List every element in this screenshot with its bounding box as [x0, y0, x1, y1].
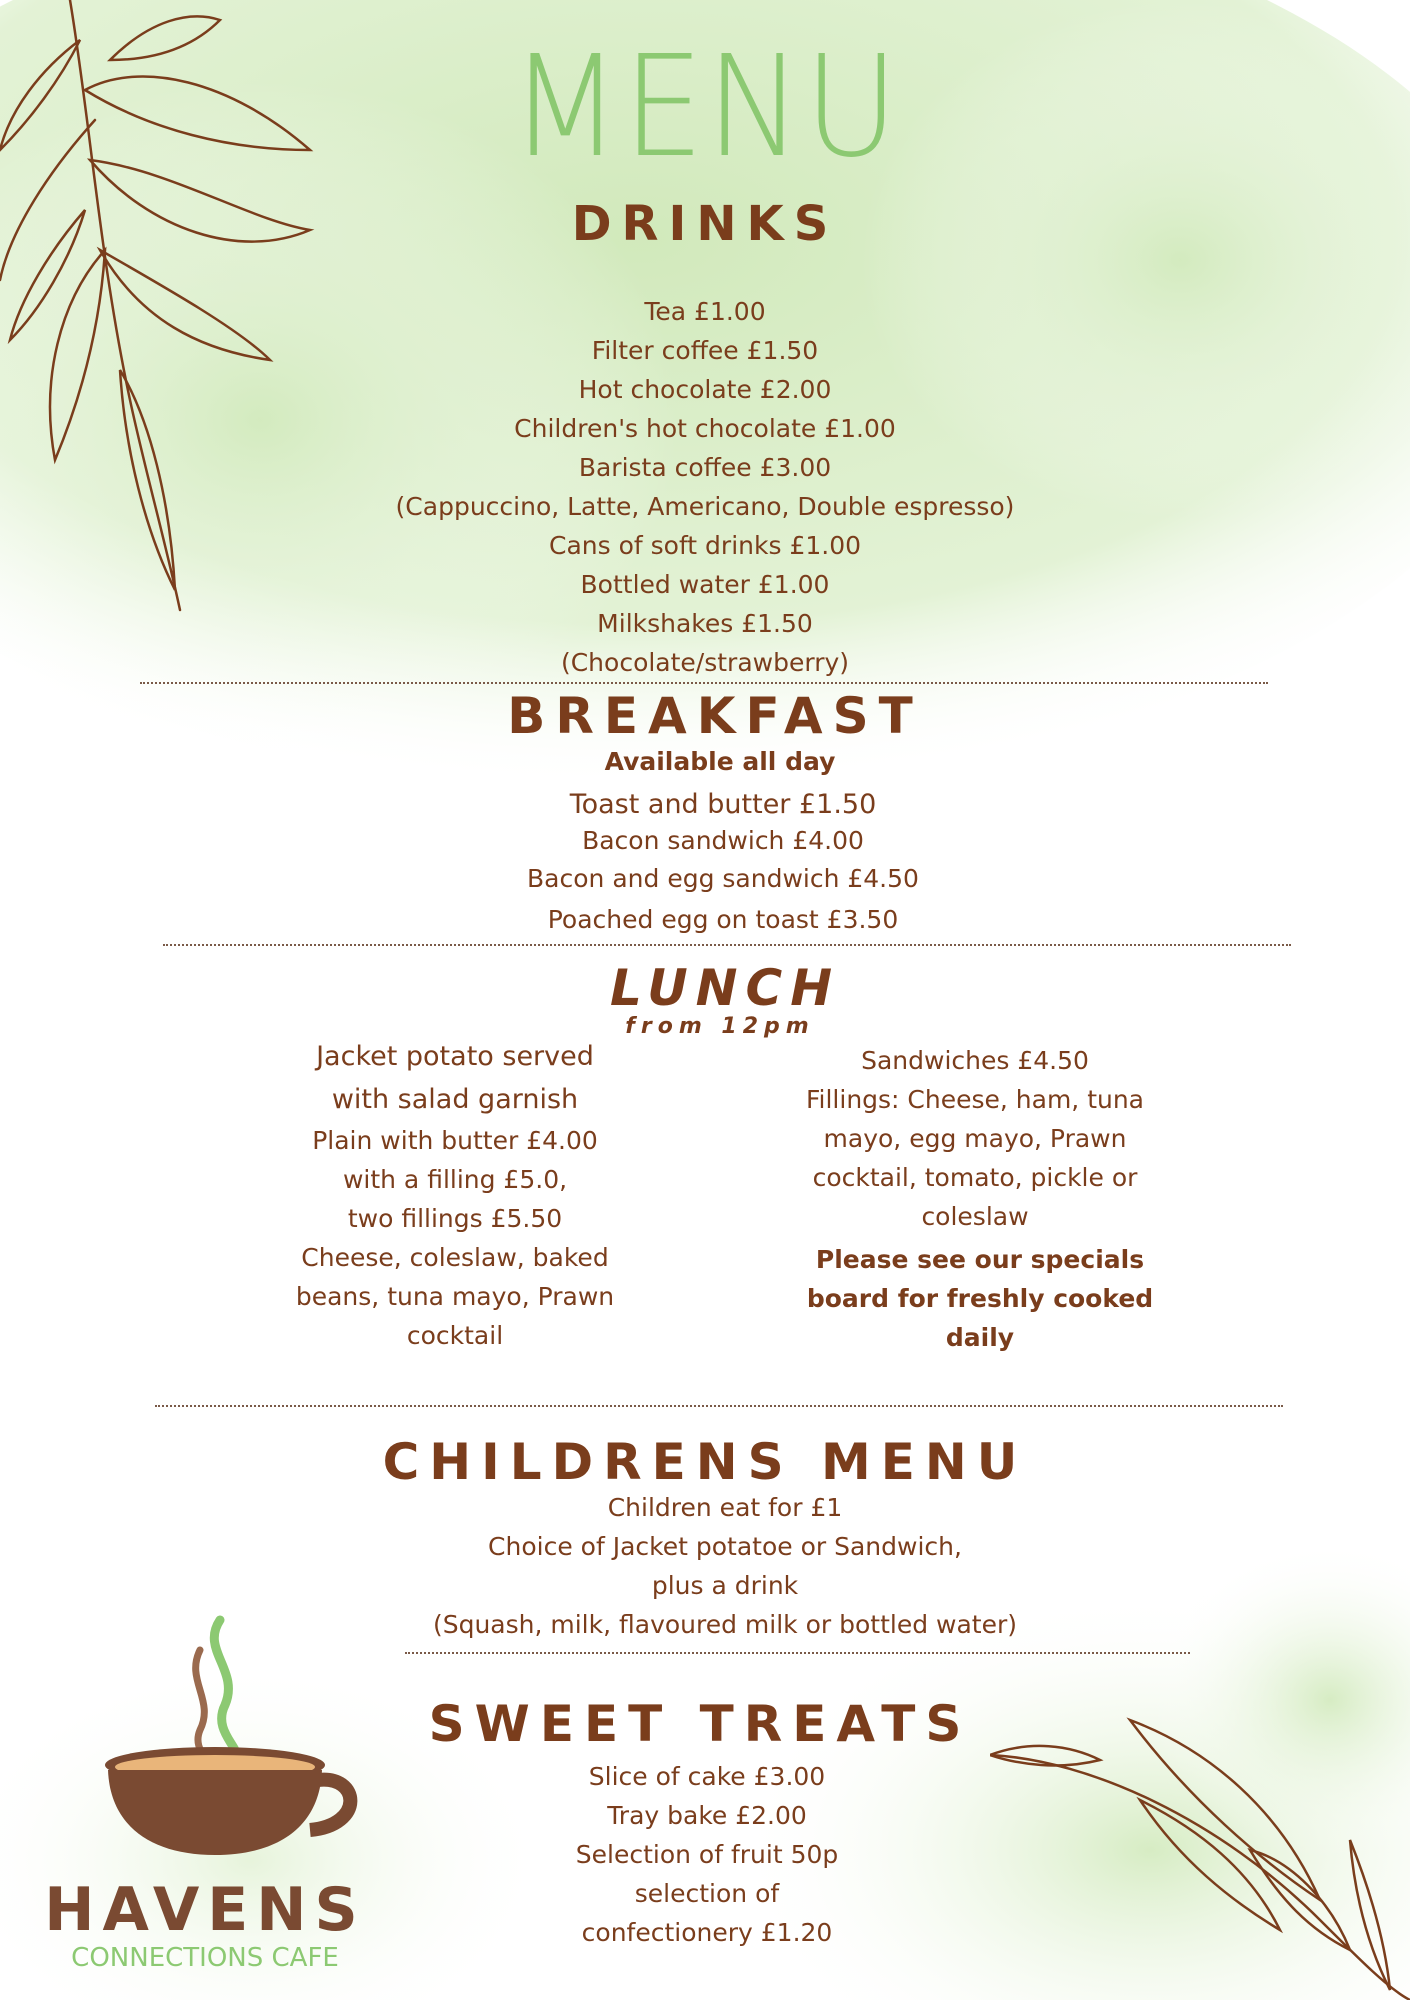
note-line: Please see our specials [815, 1245, 1145, 1274]
list-item: (Squash, milk, flavoured milk or bottled water) [432, 1610, 1018, 1639]
list-item: Barista coffee £3.00 [578, 453, 832, 482]
note-line: board for freshly cooked [806, 1284, 1154, 1313]
list-item: Bottled water £1.00 [580, 570, 830, 599]
drinks-list [0, 292, 1410, 682]
list-item: Poached egg on toast £3.50 [547, 905, 899, 934]
lunch-left-column [280, 1035, 630, 1355]
list-item: Milkshakes £1.50 [597, 609, 813, 638]
list-item: Choice of Jacket potatoe or Sandwich, [488, 1532, 962, 1561]
list-item: selection of [634, 1879, 780, 1908]
list-item: Bacon sandwich £4.00 [582, 826, 864, 855]
list-item: (Cappuccino, Latte, Americano, Double espresso) [395, 492, 1015, 521]
list-item: Tray bake £2.00 [607, 1801, 807, 1830]
havens-logo [40, 1610, 370, 1974]
list-item: cocktail [406, 1321, 504, 1350]
list-item: two fillings £5.50 [347, 1204, 563, 1233]
logo-tagline: CONNECTIONS CAFE [71, 1943, 339, 1973]
list-item: confectionery £1.20 [581, 1918, 833, 1947]
list-item: Tea £1.00 [644, 297, 766, 326]
list-item: Slice of cake £3.00 [588, 1762, 826, 1791]
breakfast-list [0, 786, 1410, 940]
list-item: (Chocolate/strawberry) [560, 648, 850, 677]
list-item: Sandwiches £4.50 [861, 1046, 1089, 1075]
specials-note [790, 1240, 1170, 1357]
list-item: Jacket potato served [316, 1041, 594, 1072]
breakfast-subheading: Available all day [604, 747, 836, 776]
list-item: plus a drink [651, 1571, 799, 1600]
section-divider [140, 682, 1268, 684]
list-item: Fillings: Cheese, ham, tuna [805, 1085, 1145, 1114]
list-item: Cheese, coleslaw, baked [301, 1243, 609, 1272]
list-item: Children eat for £1 [607, 1493, 843, 1522]
coffee-cup-icon [40, 1610, 370, 1860]
logo-name: HAVENS [44, 1875, 366, 1945]
list-item: with a filling £5.0, [342, 1165, 568, 1194]
childrens-heading: CHILDRENS MENU [382, 1433, 1028, 1491]
section-divider [405, 1652, 1190, 1654]
section-divider [155, 1405, 1283, 1407]
menu-title: MENU [509, 26, 901, 189]
drinks-heading: DRINKS [571, 196, 839, 252]
list-item: with salad garnish [331, 1084, 579, 1115]
list-item: Cans of soft drinks £1.00 [548, 531, 862, 560]
breakfast-heading: BREAKFAST [507, 687, 923, 745]
lunch-heading: LUNCH [609, 959, 841, 1017]
list-item: coleslaw [921, 1202, 1029, 1231]
list-item: Selection of fruit 50p [575, 1840, 839, 1869]
list-item: Hot chocolate £2.00 [578, 375, 832, 404]
list-item: mayo, egg mayo, Prawn [823, 1124, 1127, 1153]
list-item: cocktail, tomato, pickle or [812, 1163, 1138, 1192]
list-item: beans, tuna mayo, Prawn [295, 1282, 615, 1311]
note-line: daily [945, 1323, 1015, 1352]
list-item: Bacon and egg sandwich £4.50 [527, 864, 919, 893]
list-item: Children's hot chocolate £1.00 [514, 414, 896, 443]
list-item: Toast and butter £1.50 [569, 789, 877, 820]
list-item: Plain with butter £4.00 [312, 1126, 598, 1155]
sweet-treats-heading: SWEET TREATS [428, 1695, 972, 1753]
section-divider [163, 944, 1291, 946]
list-item: Filter coffee £1.50 [591, 336, 819, 365]
lunch-right-column [790, 1041, 1160, 1236]
lunch-subheading: from 12pm [625, 1014, 815, 1039]
